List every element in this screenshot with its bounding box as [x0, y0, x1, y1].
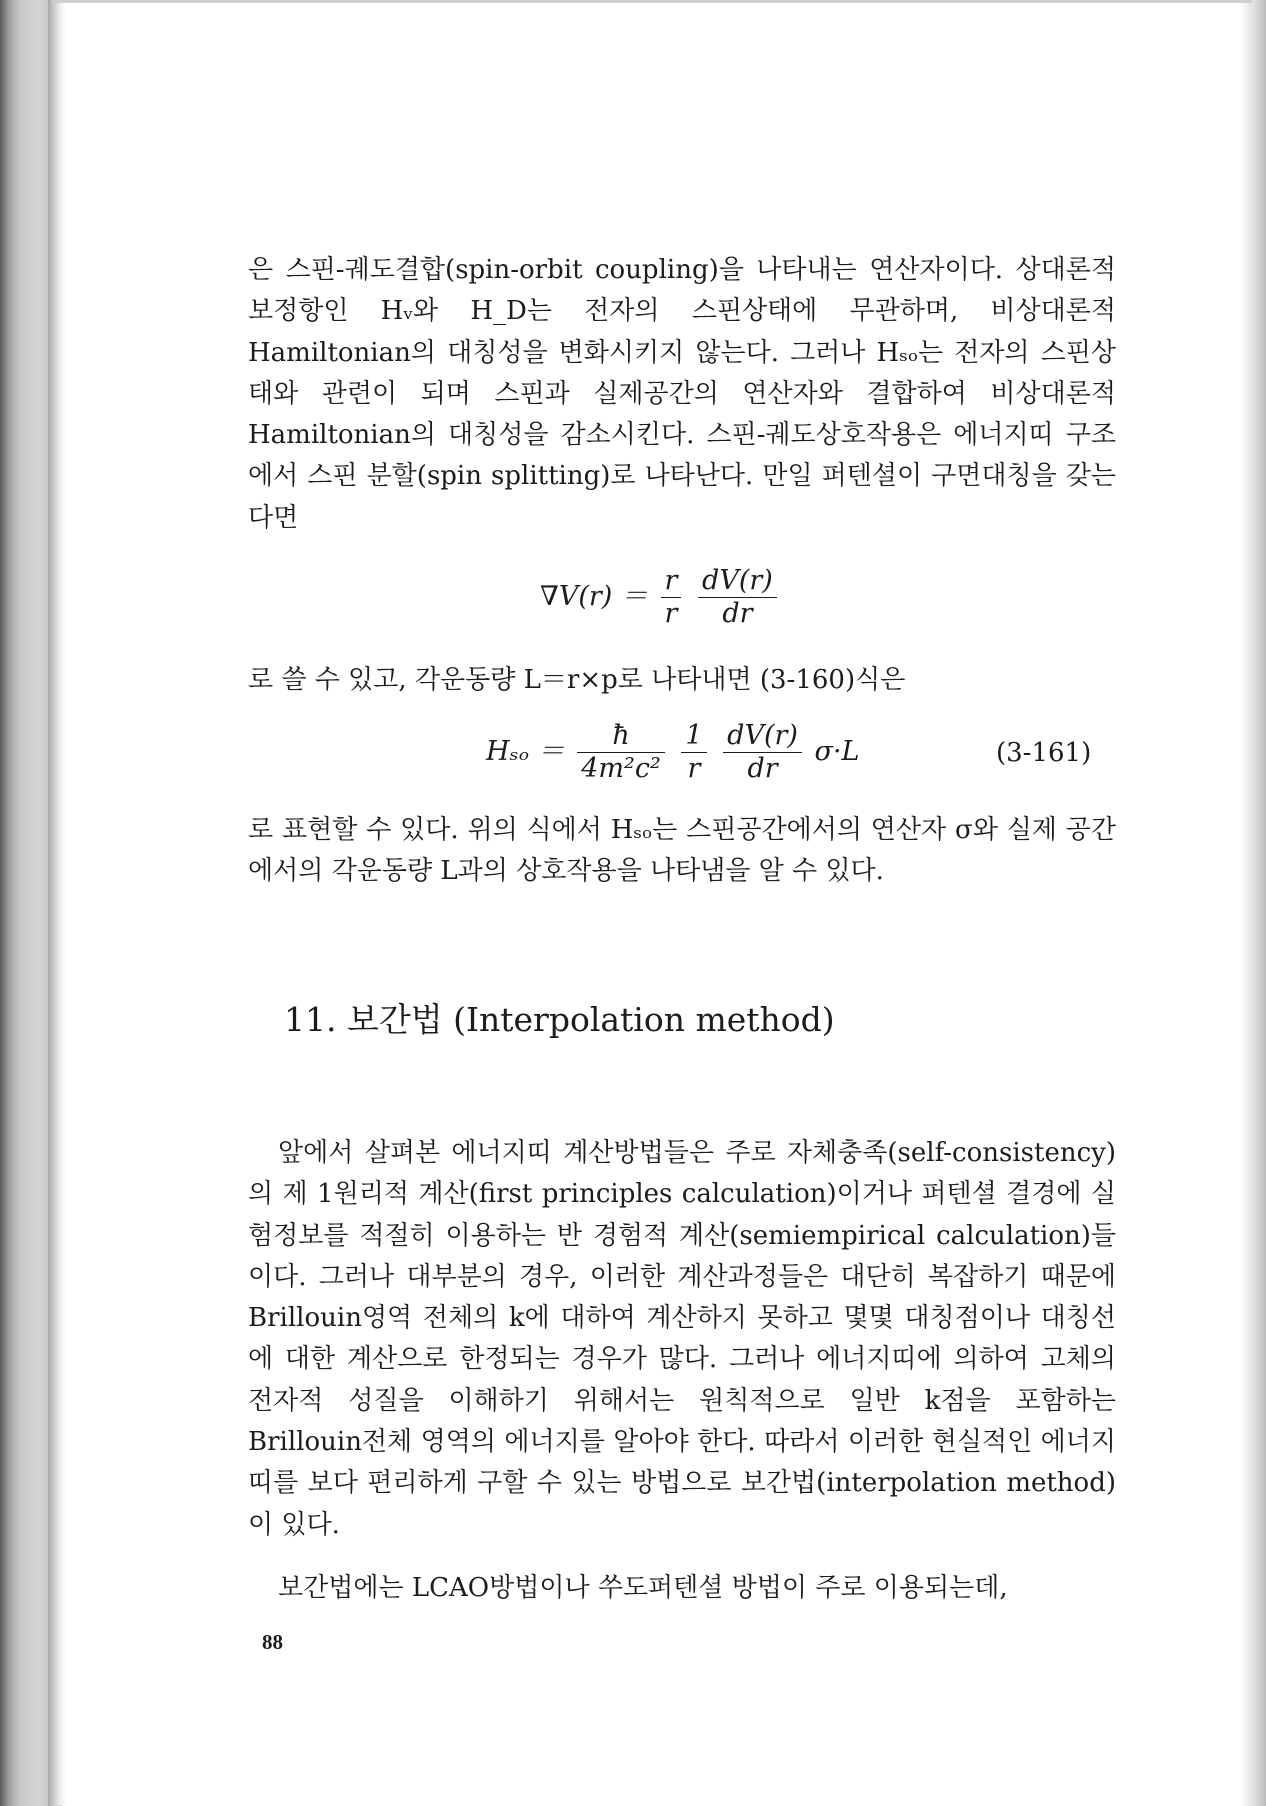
paragraph-interaction: 로 표현할 수 있다. 위의 식에서 Hₛₒ는 스핀공간에서의 연산자 σ와 실제 공간에서의 각운동량 L과의 상호작용을 나타냄을 알 수 있다.	[248, 815, 1116, 887]
fraction-1-over-r	[681, 720, 706, 785]
paragraph-spin-orbit: 은 스핀-궤도결합(spin-orbit coupling)을 나타내는 연산자이다. 상대론적 보정항인 Hᵥ와 H_D는 전자의 스핀상태에 무관하며, 비상대론적 Hamiltonian의 대칭성을 변화시키지 않는다. 그러나 Hₛₒ는 전자의 스핀상태와 관련이 되며 스핀과 실제공간의 연산자와 결합하여 비상대론적 Hamiltonian의 대칭성을 감소시킨다. 스핀-궤도상호작용은 에너지띠 구조에서 스핀 분할(spin splitting)로 나타난다. 만일 퍼텐셜이 구면대칭을 갖는다면	[248, 255, 1116, 533]
equation-gradient-potential	[540, 565, 781, 630]
paragraph-angular-momentum: 로 쓸 수 있고, 각운동량 L＝r×p로 나타내면 (3-160)식은	[248, 665, 906, 695]
fraction-numerator: dV(r)	[698, 565, 777, 598]
fraction-numerator: r	[661, 565, 682, 598]
fraction-dv-dr	[698, 565, 777, 630]
fraction-denominator: r	[664, 598, 678, 629]
fraction-numerator: ħ	[577, 720, 665, 753]
fraction-denominator: r	[687, 753, 701, 784]
page-shadow	[1240, 0, 1266, 1806]
equation-tail: σ·L	[814, 736, 860, 767]
equation-number: (3-161)	[996, 738, 1092, 768]
page-number: 88	[262, 1630, 283, 1654]
page-top-edge	[52, 0, 1252, 3]
equation-lhs: ∇V(r) ＝	[540, 581, 648, 612]
fraction-denominator: dr	[747, 753, 778, 784]
equation-lhs: Hₛₒ ＝	[486, 736, 565, 767]
fraction-numerator: 1	[681, 720, 706, 753]
fraction-hbar-over-4m2c2	[577, 720, 665, 785]
fraction-numerator: dV(r)	[723, 720, 802, 753]
fraction-denominator: 4m²c²	[581, 753, 661, 784]
fraction-r-over-r	[661, 565, 682, 630]
fraction-dv-dr	[723, 720, 802, 785]
paragraph-interpolation-intro: 앞에서 살펴본 에너지띠 계산방법들은 주로 자체충족(self-consistency)의 제 1원리적 계산(first principles calculation)이거나 퍼텐셜 결경에 실험정보를 적절히 이용하는 반 경험적 계산(semiempirical calculation)들이다. 그러나 대부분의 경우, 이러한 계산과정들은 대단히 복잡하기 때문에 Brillouin영역 전체의 k에 대하여 계산하지 못하고 몇몇 대칭점이나 대칭선에 대한 계산으로 한정되는 경우가 많다. 그러나 에너지띠에 의하여 고체의 전자적 성질을 이해하기 위해서는 원칙적으로 일반 k점을 포함하는 Brillouin전체 영역의 에너지를 알아야 한다. 따라서 이러한 현실적인 에너지띠를 보다 편리하게 구할 수 있는 방법으로 보간법(interpolation method)이 있다.	[248, 1138, 1116, 1540]
fraction-denominator: dr	[722, 598, 753, 629]
page-edge	[48, 0, 66, 1806]
equation-3-161	[486, 720, 859, 785]
paragraph-lcao: 보간법에는 LCAO방법이나 쑤도퍼텐셜 방법이 주로 이용되는데,	[278, 1573, 1008, 1603]
section-heading: 11. 보간법 (Interpolation method)	[284, 1000, 835, 1039]
